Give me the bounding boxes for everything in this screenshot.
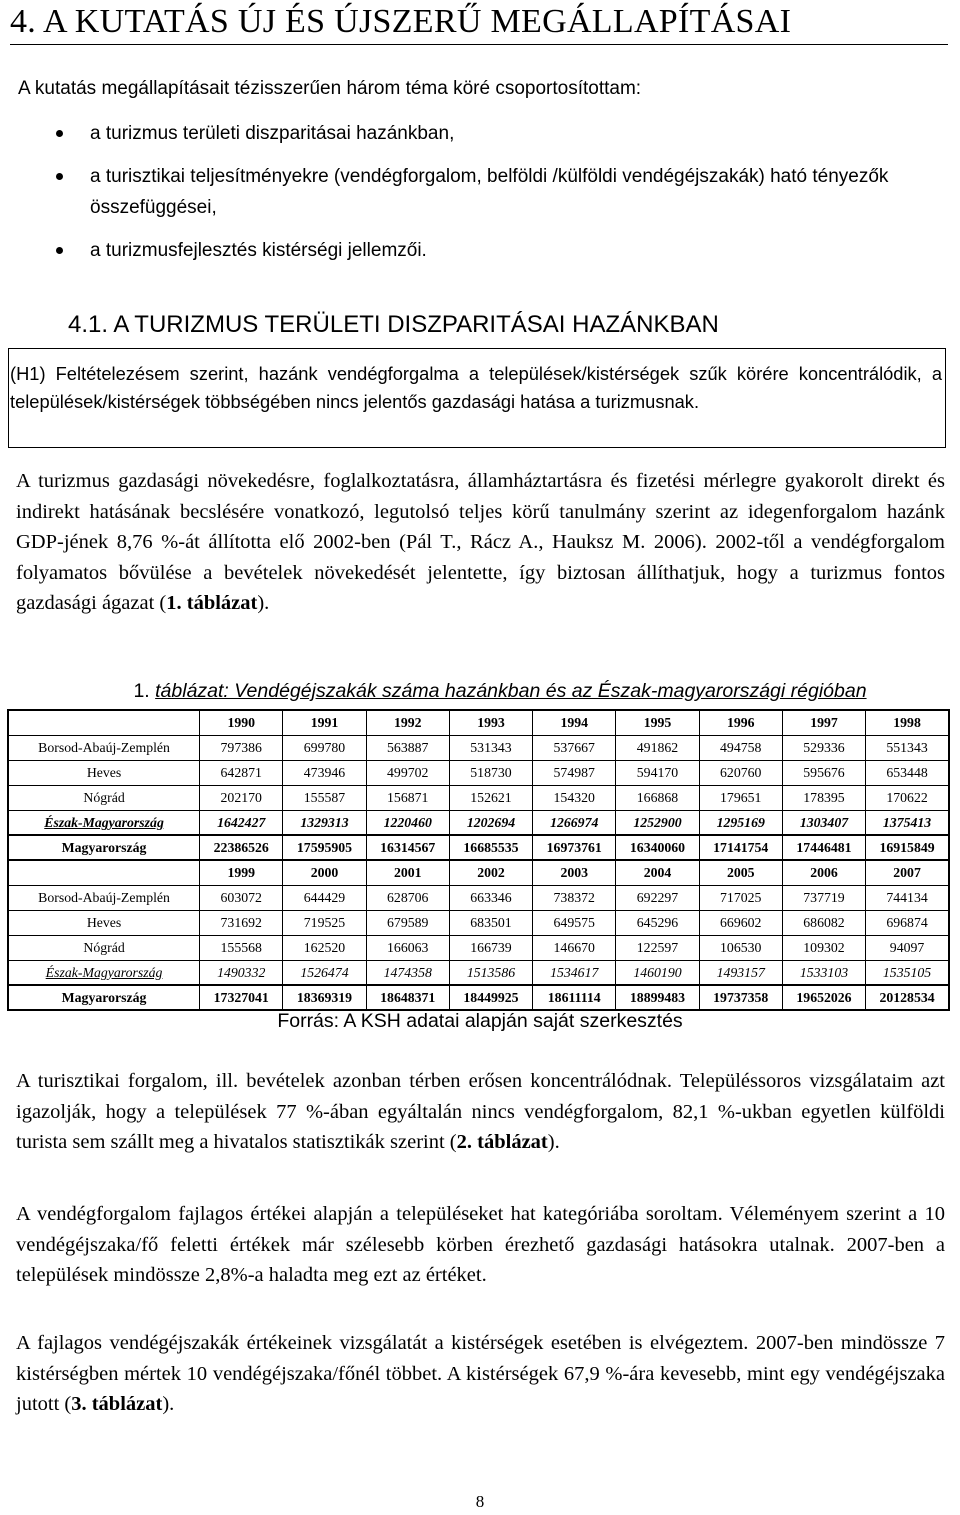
paragraph-end: ). xyxy=(257,592,270,614)
value-cell: 156871 xyxy=(366,785,449,810)
value-cell: 683501 xyxy=(449,910,532,935)
value-cell: 1329313 xyxy=(283,810,366,835)
value-cell: 603072 xyxy=(200,885,283,910)
caption-text: táblázat: Vendégéjszakák száma hazánkban és az Észak-magyarországi régióban xyxy=(155,680,867,702)
paragraph-text: A turisztikai forgalom, ill. bevételek azonban térben erősen koncentrálódnak. Településsoros vizsgálataim azt igazolják, hogy a települések 77 %-ában egyáltalán nincs vendégforgalom, 82,1 %-ukban egyetlen külföldi turista sem szállt meg a hivatalos statisztikák szerint ( xyxy=(16,1070,945,1153)
section-heading: 4.1. A TURIZMUS TERÜLETI DISZPARITÁSAI HAZÁNKBAN xyxy=(68,311,719,338)
value-cell: 19652026 xyxy=(782,985,865,1010)
value-cell: 717025 xyxy=(699,885,782,910)
table-row xyxy=(8,835,949,860)
chapter-title: 4. A KUTATÁS ÚJ ÉS ÚJSZERŰ MEGÁLLAPÍTÁSAI xyxy=(10,3,792,40)
table-source: Forrás: A KSH adatai alapján saját szerkesztés xyxy=(277,1010,683,1032)
table-row xyxy=(8,785,949,810)
list-item-text: a turizmus területi diszparitásai hazánkban, xyxy=(90,123,455,144)
value-cell: 679589 xyxy=(366,910,449,935)
row-label-cell: Észak-Magyarország xyxy=(8,810,200,835)
value-cell: 16314567 xyxy=(366,835,449,860)
year-header-cell: 1990 xyxy=(200,710,283,735)
table-caption xyxy=(90,678,910,704)
table-reference: 2. táblázat xyxy=(456,1131,548,1153)
title-underline xyxy=(10,44,948,45)
value-cell: 122597 xyxy=(616,935,699,960)
value-cell: 1375413 xyxy=(866,810,949,835)
value-cell: 649575 xyxy=(533,910,616,935)
value-cell: 1266974 xyxy=(533,810,616,835)
intro-text: A kutatás megállapításait tézisszerűen három téma köré csoportosítottam: xyxy=(18,78,642,99)
value-cell: 1252900 xyxy=(616,810,699,835)
value-cell: 669602 xyxy=(699,910,782,935)
value-cell: 594170 xyxy=(616,760,699,785)
value-cell: 491862 xyxy=(616,735,699,760)
value-cell: 22386526 xyxy=(200,835,283,860)
value-cell: 663346 xyxy=(449,885,532,910)
year-header-cell: 2007 xyxy=(866,860,949,885)
value-cell: 166868 xyxy=(616,785,699,810)
year-header-cell: 1995 xyxy=(616,710,699,735)
value-cell: 719525 xyxy=(283,910,366,935)
bullet-icon xyxy=(56,247,63,254)
value-cell: 18611114 xyxy=(533,985,616,1010)
value-cell: 628706 xyxy=(366,885,449,910)
table-row xyxy=(8,935,949,960)
value-cell: 731692 xyxy=(200,910,283,935)
value-cell: 644429 xyxy=(283,885,366,910)
value-cell: 563887 xyxy=(366,735,449,760)
value-cell: 1642427 xyxy=(200,810,283,835)
table-row xyxy=(8,760,949,785)
list-item-text: a turisztikai teljesítményekre (vendégforgalom, belföldi /külföldi vendégéjszakák) ható tényezők összefüggései, xyxy=(90,166,889,218)
value-cell: 152621 xyxy=(449,785,532,810)
value-cell: 94097 xyxy=(866,935,949,960)
table-reference: 3. táblázat xyxy=(71,1393,163,1415)
value-cell: 645296 xyxy=(616,910,699,935)
list-item xyxy=(0,235,950,266)
value-cell: 16685535 xyxy=(449,835,532,860)
value-cell: 17446481 xyxy=(782,835,865,860)
body-paragraph xyxy=(16,1328,945,1420)
value-cell: 16915849 xyxy=(866,835,949,860)
body-paragraph: A vendégforgalom fajlagos értékei alapján a településeket hat kategóriába soroltam. Véleményem szerint a 10 vendégéjszaka/fő feletti értékek már szélesebb körben érezhető gazdasági hatásokra utalnak. 2007-ben a települések mindössze 2,8%-a haladta meg ezt az értéket. xyxy=(16,1203,945,1286)
bullet-icon xyxy=(56,130,63,137)
value-cell: 1526474 xyxy=(283,960,366,985)
guest-nights-table xyxy=(7,709,950,1011)
value-cell: 692297 xyxy=(616,885,699,910)
body-paragraph xyxy=(16,1066,945,1158)
table-row xyxy=(8,810,949,835)
value-cell: 178395 xyxy=(782,785,865,810)
bullet-icon xyxy=(56,173,63,180)
value-cell: 155568 xyxy=(200,935,283,960)
table-reference: 1. táblázat xyxy=(166,592,258,614)
paragraph-text: A fajlagos vendégéjszakák értékeinek vizsgálatát a kistérségek esetében is elvégeztem. 2007-ben mindössze 7 kistérségben mértek 10 vendégéjszaka/főnél többet. A kistérségek 67,9 %-ára kevesebb, mint egy vendégéjszaka jutott ( xyxy=(16,1332,945,1415)
header-blank-cell xyxy=(8,710,200,735)
list-item xyxy=(0,118,950,149)
value-cell: 1533103 xyxy=(782,960,865,985)
value-cell: 737719 xyxy=(782,885,865,910)
value-cell: 16340060 xyxy=(616,835,699,860)
value-cell: 574987 xyxy=(533,760,616,785)
value-cell: 166063 xyxy=(366,935,449,960)
year-header-cell: 1999 xyxy=(200,860,283,885)
row-label-cell: Magyarország xyxy=(8,835,200,860)
hypothesis-text: (H1) Feltételezésem szerint, hazánk vendégforgalma a települések/kistérségek szűk körére koncentrálódik, a települések/kistérségek többségében nincs jelentős gazdasági hatása a turizmusnak. xyxy=(10,363,942,412)
year-header-cell: 2002 xyxy=(449,860,532,885)
caption-number: 1. xyxy=(133,680,156,702)
year-header-cell: 2005 xyxy=(699,860,782,885)
value-cell: 738372 xyxy=(533,885,616,910)
value-cell: 696874 xyxy=(866,910,949,935)
table-row xyxy=(8,985,949,1010)
value-cell: 686082 xyxy=(782,910,865,935)
value-cell: 1460190 xyxy=(616,960,699,985)
value-cell: 537667 xyxy=(533,735,616,760)
year-header-cell: 2001 xyxy=(366,860,449,885)
year-header-cell: 1991 xyxy=(283,710,366,735)
value-cell: 1295169 xyxy=(699,810,782,835)
value-cell: 16973761 xyxy=(533,835,616,860)
year-header-cell: 1997 xyxy=(782,710,865,735)
value-cell: 166739 xyxy=(449,935,532,960)
value-cell: 19737358 xyxy=(699,985,782,1010)
value-cell: 529336 xyxy=(782,735,865,760)
value-cell: 179651 xyxy=(699,785,782,810)
year-header-row xyxy=(8,710,949,735)
value-cell: 170622 xyxy=(866,785,949,810)
value-cell: 18449925 xyxy=(449,985,532,1010)
year-header-row xyxy=(8,860,949,885)
row-label-cell: Heves xyxy=(8,760,200,785)
value-cell: 17327041 xyxy=(200,985,283,1010)
value-cell: 1220460 xyxy=(366,810,449,835)
table-body xyxy=(8,710,949,1010)
value-cell: 20128534 xyxy=(866,985,949,1010)
value-cell: 18899483 xyxy=(616,985,699,1010)
value-cell: 202170 xyxy=(200,785,283,810)
value-cell: 1513586 xyxy=(449,960,532,985)
topic-list xyxy=(0,118,960,278)
row-label-cell: Heves xyxy=(8,910,200,935)
table-row xyxy=(8,910,949,935)
value-cell: 1493157 xyxy=(699,960,782,985)
year-header-cell: 2006 xyxy=(782,860,865,885)
paragraph-text: A turizmus gazdasági növekedésre, foglalkoztatásra, államháztartásra és fizetési mérlegre gyakorolt direkt és indirekt hatásának becslésére vonatkozó, legutolsó teljes körű tanulmány szerint az idegenforgalom hazánk GDP-jének 8,76 %-át állította elő 2002-ben (Pál T., Rácz A., Hauksz M. 2006). 2002-től a vendégforgalom folyamatos bővülése a bevételek növekedését jelentette, így biztosan állíthatjuk, hogy a turizmus fontos gazdasági ágazat ( xyxy=(16,470,945,614)
value-cell: 18648371 xyxy=(366,985,449,1010)
year-header-cell: 2000 xyxy=(283,860,366,885)
value-cell: 531343 xyxy=(449,735,532,760)
value-cell: 17595905 xyxy=(283,835,366,860)
table-row xyxy=(8,885,949,910)
value-cell: 1534617 xyxy=(533,960,616,985)
table-row xyxy=(8,960,949,985)
value-cell: 494758 xyxy=(699,735,782,760)
list-item-text: a turizmusfejlesztés kistérségi jellemzői. xyxy=(90,240,427,261)
value-cell: 699780 xyxy=(283,735,366,760)
row-label-cell: Borsod-Abaúj-Zemplén xyxy=(8,885,200,910)
value-cell: 106530 xyxy=(699,935,782,960)
year-header-cell: 1996 xyxy=(699,710,782,735)
value-cell: 1535105 xyxy=(866,960,949,985)
value-cell: 1474358 xyxy=(366,960,449,985)
year-header-cell: 1992 xyxy=(366,710,449,735)
value-cell: 1303407 xyxy=(782,810,865,835)
value-cell: 551343 xyxy=(866,735,949,760)
value-cell: 155587 xyxy=(283,785,366,810)
year-header-cell: 1994 xyxy=(533,710,616,735)
paragraph-end: ). xyxy=(547,1131,560,1153)
value-cell: 499702 xyxy=(366,760,449,785)
year-header-cell: 2003 xyxy=(533,860,616,885)
row-label-cell: Borsod-Abaúj-Zemplén xyxy=(8,735,200,760)
value-cell: 17141754 xyxy=(699,835,782,860)
body-paragraph xyxy=(16,466,945,619)
year-header-cell: 2004 xyxy=(616,860,699,885)
value-cell: 595676 xyxy=(782,760,865,785)
value-cell: 1490332 xyxy=(200,960,283,985)
value-cell: 162520 xyxy=(283,935,366,960)
row-label-cell: Nógrád xyxy=(8,785,200,810)
year-header-cell: 1993 xyxy=(449,710,532,735)
paragraph-end: ). xyxy=(162,1393,175,1415)
list-item xyxy=(0,161,950,223)
value-cell: 109302 xyxy=(782,935,865,960)
row-label-cell: Magyarország xyxy=(8,985,200,1010)
header-blank-cell xyxy=(8,860,200,885)
value-cell: 154320 xyxy=(533,785,616,810)
value-cell: 1202694 xyxy=(449,810,532,835)
value-cell: 797386 xyxy=(200,735,283,760)
value-cell: 518730 xyxy=(449,760,532,785)
value-cell: 653448 xyxy=(866,760,949,785)
row-label-cell: Észak-Magyarország xyxy=(8,960,200,985)
year-header-cell: 1998 xyxy=(866,710,949,735)
table-row xyxy=(8,735,949,760)
value-cell: 18369319 xyxy=(283,985,366,1010)
value-cell: 620760 xyxy=(699,760,782,785)
value-cell: 744134 xyxy=(866,885,949,910)
value-cell: 473946 xyxy=(283,760,366,785)
page-number: 8 xyxy=(475,1492,485,1511)
row-label-cell: Nógrád xyxy=(8,935,200,960)
value-cell: 642871 xyxy=(200,760,283,785)
value-cell: 146670 xyxy=(533,935,616,960)
